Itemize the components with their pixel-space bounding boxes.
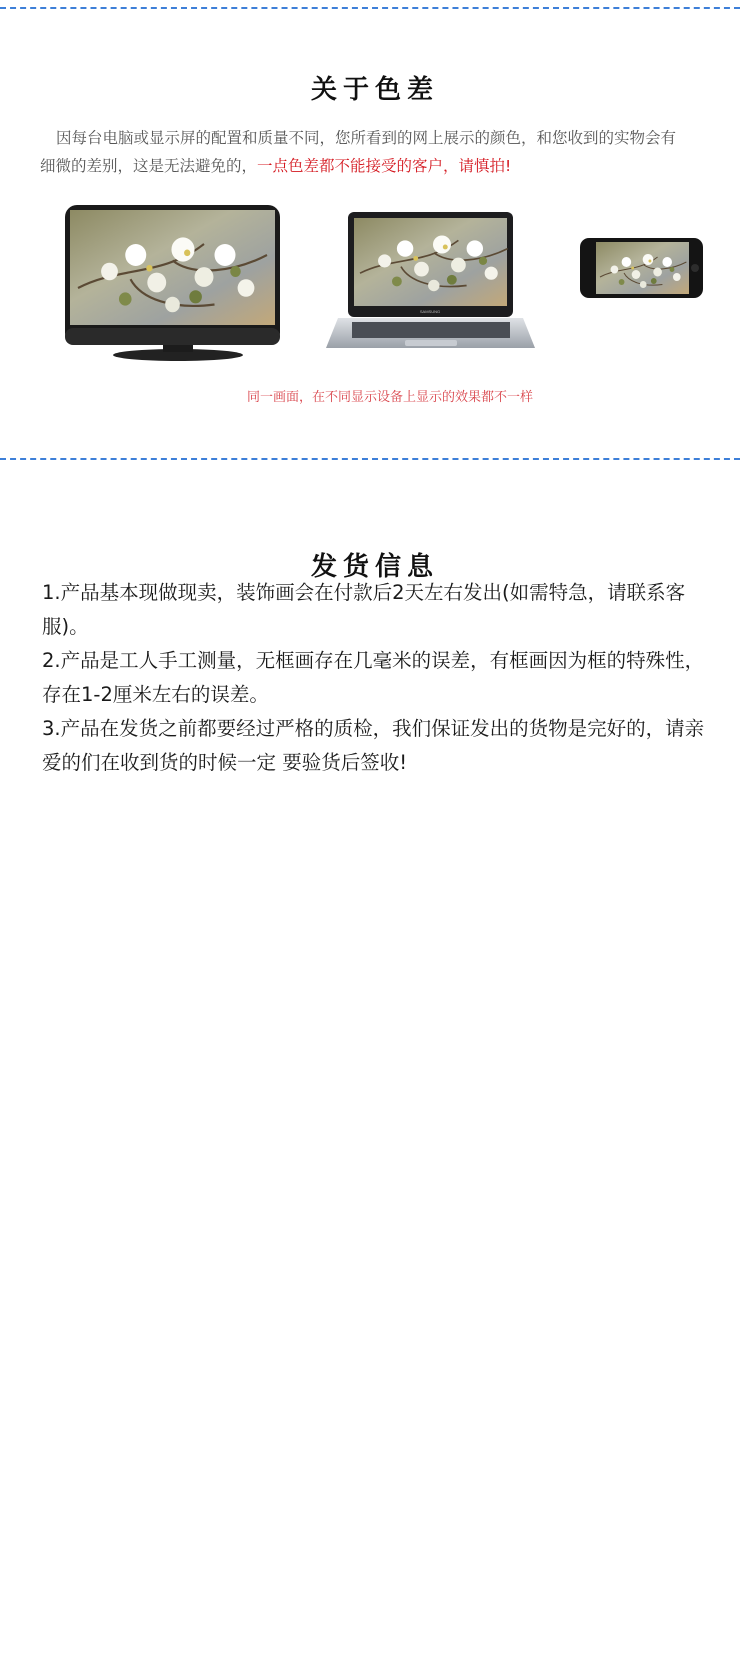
shipping-info-title: 发货信息 — [310, 551, 439, 582]
laptop-brand: SAMSUNG — [419, 309, 441, 314]
color-difference-title: 关于色差 — [310, 74, 439, 105]
monitor-device — [65, 205, 280, 361]
shipping-info-list — [42, 576, 722, 780]
phone-device — [580, 238, 703, 298]
laptop-device — [326, 212, 535, 348]
intro-text: 因每台电脑或显示屏的配置和质量不同，您所看到的网上展示的颜色，和您收到的实物会有细微的差别，这是无法避免的， — [40, 129, 677, 175]
device-comparison-image — [0, 200, 750, 370]
intro-warning: 一点色差都不能接受的客户，请慎拍! — [257, 157, 512, 175]
shipping-item-2: 2.产品是工人手工测量，无框画存在几毫米的误差，有框画因为框的特殊性，存在1-2厘米左右的误差。 — [42, 649, 705, 706]
shipping-item-3: 3.产品在发货之前都要经过严格的质检，我们保证发出的货物是完好的，请亲爱的们在收到货的时候一定 要验货后签收! — [42, 717, 705, 774]
top-divider — [0, 7, 740, 9]
color-difference-text — [40, 124, 690, 180]
device-caption: 同一画面，在不同显示设备上显示的效果都不一样 — [246, 390, 533, 405]
shipping-item-1: 1.产品基本现做现卖，装饰画会在付款后2天左右发出(如需特急，请联系客服)。 — [42, 581, 686, 638]
section-divider — [0, 458, 740, 460]
